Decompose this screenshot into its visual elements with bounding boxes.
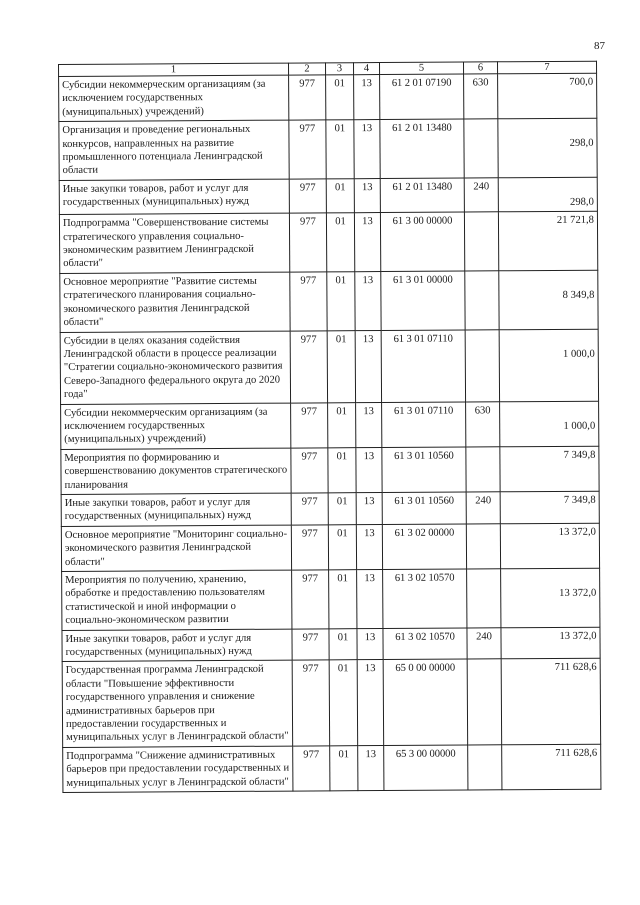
header-cell-pr: 4	[353, 63, 379, 75]
cell-rz: 01	[328, 402, 356, 447]
cell-csr: 61 3 02 00000	[382, 524, 466, 570]
table-row	[61, 401, 599, 450]
cell-rz: 01	[328, 524, 356, 569]
cell-vr	[467, 659, 502, 745]
cell-pr: 13	[356, 492, 382, 524]
cell-name: Основное мероприятие "Развитие системы стратегического планирования социально-экономического развития Ленинградской области"	[60, 272, 290, 332]
cell-pr: 13	[357, 628, 383, 660]
cell-csr: 61 3 01 07110	[381, 330, 465, 403]
cell-csr: 61 3 01 10560	[382, 447, 466, 493]
cell-rz: 01	[326, 75, 354, 120]
cell-vr: 240	[464, 178, 498, 213]
header-cell-sum: 7	[497, 61, 596, 74]
cell-vr	[465, 329, 499, 401]
cell-gr: 977	[292, 660, 330, 746]
cell-pr: 13	[357, 570, 383, 629]
budget-table	[58, 61, 601, 793]
cell-sum: 298,0	[498, 118, 597, 177]
header-cell-gr: 2	[288, 63, 325, 75]
cell-pr: 13	[356, 524, 382, 569]
table-row	[59, 177, 597, 215]
cell-pr: 13	[357, 660, 384, 746]
table-row	[62, 659, 601, 748]
cell-name: Субсидии некоммерческим организациям (за исключением государственных (муниципальных) учреждений)	[59, 75, 289, 122]
cell-gr: 977	[289, 75, 326, 120]
cell-name: Подпрограмма "Совершенствование системы стратегического управления социально-экономическим развитием Ленинградской области"	[59, 213, 289, 273]
cell-pr: 13	[358, 745, 384, 790]
cell-pr: 13	[354, 213, 380, 272]
cell-rz: 01	[330, 746, 358, 791]
cell-name: Субсидии некоммерческим организациям (за исключением государственных (муниципальных) учреждений)	[61, 403, 291, 450]
cell-csr: 61 3 01 00000	[381, 271, 465, 330]
header-cell-vr: 6	[463, 62, 497, 74]
cell-vr: 240	[466, 492, 500, 524]
cell-name: Иные закупки товаров, работ и услуг для государственных (муниципальных) нужд	[61, 493, 291, 526]
cell-csr: 61 2 01 13480	[380, 178, 464, 213]
table-row	[59, 211, 597, 273]
cell-gr: 977	[290, 272, 327, 331]
cell-rz: 01	[327, 330, 355, 402]
cell-vr	[467, 569, 501, 628]
table-row	[59, 73, 597, 122]
cell-vr: 630	[464, 74, 498, 119]
header-cell-csr: 5	[379, 62, 463, 75]
cell-csr: 61 3 00 00000	[380, 212, 464, 271]
cell-csr: 61 3 01 07110	[382, 402, 466, 448]
cell-pr: 13	[356, 402, 382, 447]
cell-vr	[466, 524, 500, 569]
cell-sum: 1 000,0	[500, 401, 599, 447]
cell-rz: 01	[326, 179, 354, 214]
cell-vr	[464, 212, 498, 271]
table-row	[61, 523, 599, 572]
cell-gr: 977	[289, 179, 326, 214]
cell-name: Мероприятия по получению, хранению, обработке и предоставлению пользователям статистической и иной информации о социально-экономическом развитии	[62, 570, 292, 630]
cell-csr: 61 2 01 07190	[380, 74, 464, 120]
cell-rz: 01	[328, 493, 356, 525]
cell-csr: 61 3 02 10570	[383, 628, 467, 660]
cell-rz: 01	[327, 272, 355, 331]
header-cell-rz: 3	[325, 63, 353, 75]
cell-rz: 01	[329, 628, 357, 660]
cell-csr: 65 3 00 00000	[384, 745, 468, 791]
cell-name: Государственная программа Ленинградской области "Повышение эффективности государственного управления и снижение административных барьеров при предоставлении государственных и муниципальных услуг в Ленинградской области"	[62, 661, 293, 748]
cell-gr: 977	[289, 120, 326, 179]
cell-gr: 977	[289, 213, 326, 272]
cell-gr: 977	[291, 402, 328, 447]
cell-vr: 240	[467, 627, 501, 659]
cell-rz: 01	[329, 570, 357, 629]
table-row	[62, 627, 600, 662]
cell-rz: 01	[326, 120, 354, 179]
cell-sum: 711 628,6	[501, 659, 601, 745]
cell-name: Подпрограмма "Снижение административных барьеров при предоставлении государственных и муниципальных услуг в Ленинградской области"	[63, 746, 293, 793]
cell-rz: 01	[328, 447, 356, 492]
cell-pr: 13	[355, 271, 381, 330]
cell-name: Иные закупки товаров, работ и услуг для государственных (муниципальных) нужд	[59, 179, 289, 215]
cell-sum: 7 349,8	[500, 491, 599, 523]
cell-sum: 13 372,0	[500, 523, 599, 569]
cell-pr: 13	[355, 330, 381, 402]
table-row	[59, 118, 597, 180]
cell-vr	[468, 745, 502, 790]
cell-gr: 977	[290, 330, 327, 402]
page-number: 87	[594, 40, 605, 52]
cell-vr	[466, 447, 500, 492]
cell-name: Мероприятия по формированию и совершенствованию документов стратегического планирования	[61, 448, 291, 495]
cell-vr	[465, 271, 499, 330]
cell-csr: 61 3 02 10570	[383, 569, 467, 628]
cell-name: Основное мероприятие "Мониторинг социально-экономического развития Ленинградской области"	[61, 525, 291, 572]
cell-pr: 13	[356, 447, 382, 492]
header-cell-name: 1	[59, 63, 289, 76]
cell-rz: 01	[326, 213, 354, 272]
table-row	[60, 329, 598, 404]
cell-pr: 13	[354, 120, 380, 179]
cell-sum: 1 000,0	[499, 329, 598, 402]
table-row	[60, 270, 598, 332]
cell-vr: 630	[466, 401, 500, 446]
cell-sum: 8 349,8	[499, 270, 598, 329]
cell-name: Организация и проведение региональных конкурсов, направленных на развитие промышленного потенциала Ленинградской области	[59, 120, 289, 180]
cell-csr: 61 3 01 10560	[382, 492, 466, 524]
table-row	[62, 568, 600, 630]
cell-pr: 13	[354, 75, 380, 120]
cell-gr: 977	[292, 570, 329, 629]
cell-name: Иные закупки товаров, работ и услуг для государственных (муниципальных) нужд	[62, 629, 292, 662]
cell-sum: 711 628,6	[502, 744, 601, 790]
cell-gr: 977	[293, 746, 330, 791]
cell-gr: 977	[292, 628, 329, 660]
cell-vr	[464, 119, 498, 178]
cell-sum: 7 349,8	[500, 446, 599, 492]
cell-name: Субсидии в целях оказания содействия Ленинградской области в процессе реализации "Стратегии социально-экономического развития Северо-Западного федерального округа до 2020 года"	[60, 331, 290, 404]
cell-sum: 13 372,0	[501, 568, 600, 627]
cell-rz: 01	[329, 660, 358, 746]
table-row	[61, 446, 599, 495]
cell-sum: 700,0	[498, 73, 597, 119]
cell-gr: 977	[291, 448, 328, 493]
table-row	[63, 744, 601, 793]
cell-csr: 61 2 01 13480	[380, 119, 464, 178]
cell-sum: 21 721,8	[498, 211, 597, 270]
cell-sum: 13 372,0	[501, 627, 600, 659]
cell-sum: 298,0	[498, 177, 597, 212]
table-row	[61, 491, 599, 526]
cell-pr: 13	[354, 178, 380, 213]
cell-csr: 65 0 00 00000	[383, 659, 468, 745]
cell-gr: 977	[291, 525, 328, 570]
cell-gr: 977	[291, 493, 328, 525]
